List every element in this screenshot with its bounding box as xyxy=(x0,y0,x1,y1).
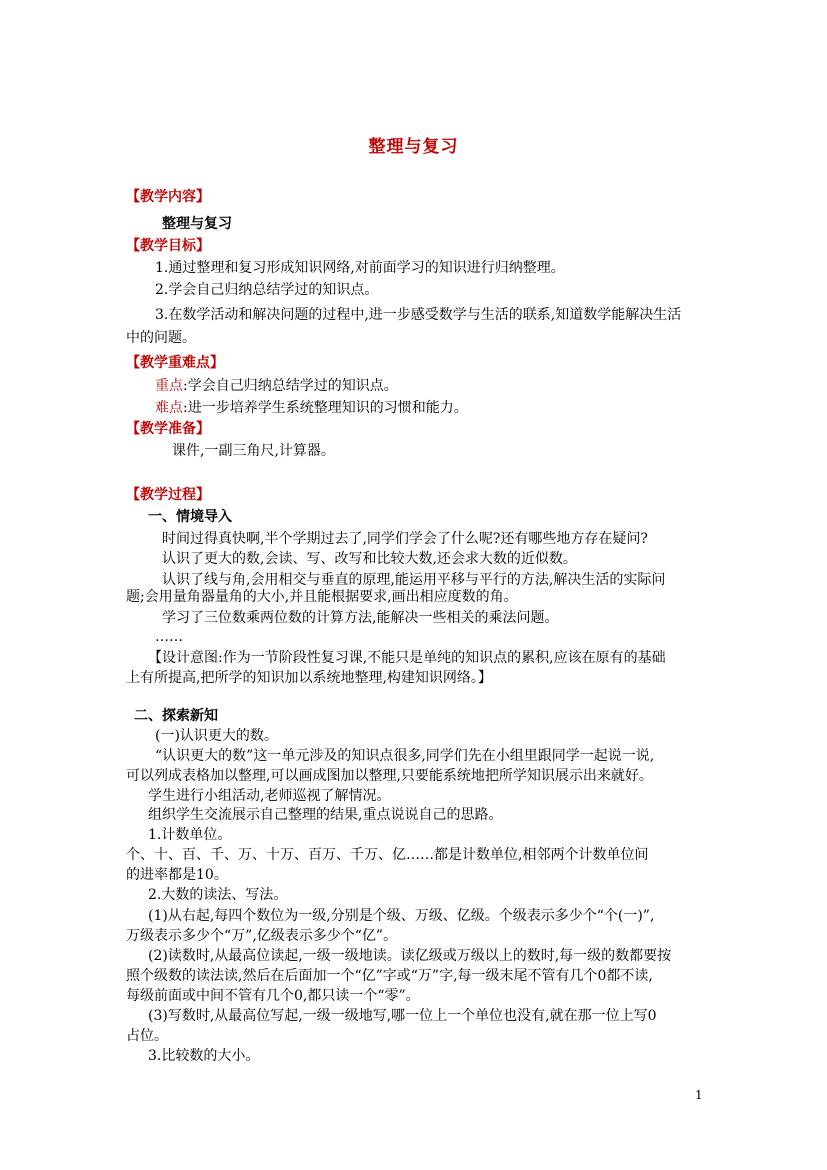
goal-line: 中的问题。 xyxy=(126,330,196,346)
design-intent-line: 上有所提高,把所学的知识加以系统地整理,构建知识网络。】 xyxy=(126,670,492,686)
part1-line: 认识了更大的数,会读、写、改写和比较大数,还会求大数的近似数。 xyxy=(162,551,577,567)
heading-key-points: 【教学重难点】 xyxy=(126,355,224,371)
part2-line: 每级前面或中间不管有几个0,都只读一个“零”。 xyxy=(126,988,420,1004)
part2-line: 可以列成表格加以整理,可以画成图加以整理,只要能系统地把所学知识展示出来就好。 xyxy=(126,768,653,784)
key-point-line xyxy=(155,377,398,395)
part1-line: 题;会用量角器量角的大小,并且能根据要求,画出相应度数的角。 xyxy=(126,589,518,605)
goal-line: 3.在数学活动和解决问题的过程中,进一步感受数学与生活的联系,知道数学能解决生活 xyxy=(155,307,682,323)
part2-line: 组织学生交流展示自己整理的结果,重点说说自己的思路。 xyxy=(148,807,503,823)
part1-line: 认识了线与角,会用相交与垂直的原理,能运用平移与平行的方法,解决生活的实际问 xyxy=(162,572,666,588)
part2-line: 照个级数的读法读,然后在后面加一个“亿”字或“万”字,每一级末尾不管有几个0都不读, xyxy=(126,968,653,984)
heading-goals: 【教学目标】 xyxy=(126,238,210,254)
part2-heading: 二、探索新知 xyxy=(134,708,218,724)
part2-line: 个、十、百、千、万、十万、百万、千万、亿……都是计数单位,相邻两个计数单位间 xyxy=(126,847,649,863)
difficulty-label: 难点 xyxy=(155,400,183,416)
part2-line: 学生进行小组活动,老师巡视了解情况。 xyxy=(148,788,391,804)
preparation-text: 课件,一副三角尺,计算器。 xyxy=(172,443,335,459)
part2-line: “认识更大的数”这一单元涉及的知识点很多,同学们先在小组里跟同学一起说一说, xyxy=(155,748,655,764)
part1-line: 时间过得真快啊,半个学期过去了,同学们学会了什么呢?还有哪些地方存在疑问? xyxy=(162,531,648,547)
part2-line: 占位。 xyxy=(126,1028,168,1044)
part2-line: (3)写数时,从最高位写起,一级一级地写,哪一位上一个单位也没有,就在那一位上写0 xyxy=(148,1008,657,1024)
heading-preparation: 【教学准备】 xyxy=(126,421,210,437)
part2-line: (一)认识更大的数。 xyxy=(155,728,278,744)
part2-line: 2.大数的读法、写法。 xyxy=(148,887,288,903)
heading-process: 【教学过程】 xyxy=(126,487,210,503)
page-number: 1 xyxy=(695,1088,703,1102)
difficulty-line xyxy=(155,399,468,417)
goal-line: 2.学会自己归纳总结学过的知识点。 xyxy=(155,282,379,298)
part2-line: 的进率都是10。 xyxy=(126,867,228,883)
part2-line: 万级表示多少个“万”,亿级表示多少个“亿”。 xyxy=(126,928,398,944)
part2-line: (2)读数时,从最高位读起,一级一级地读。读亿级或万级以上的数时,每一级的数都要按 xyxy=(148,948,672,964)
page-title: 整理与复习 xyxy=(368,137,459,157)
key-label: 重点 xyxy=(155,378,183,394)
difficulty-text: :进一步培养学生系统整理知识的习惯和能力。 xyxy=(183,400,468,416)
key-text: :学会自己归纳总结学过的知识点。 xyxy=(183,378,398,394)
design-intent-line: 【设计意图:作为一节阶段性复习课,不能只是单纯的知识点的累积,应该在原有的基础 xyxy=(148,650,666,666)
part2-line: (1)从右起,每四个数位为一级,分别是个级、万级、亿级。个级表示多少个“个(一)”, xyxy=(148,908,655,924)
part1-line: 学习了三位数乘两位数的计算方法,能解决一些相关的乘法问题。 xyxy=(162,610,559,626)
part2-line: 1.计数单位。 xyxy=(148,827,232,843)
heading-content: 【教学内容】 xyxy=(126,189,210,205)
part2-line: 3.比较数的大小。 xyxy=(148,1048,260,1064)
content-text: 整理与复习 xyxy=(162,216,232,232)
goal-line: 1.通过整理和复习形成知识网络,对前面学习的知识进行归纳整理。 xyxy=(155,260,565,276)
part1-line: …… xyxy=(155,629,183,645)
part1-heading: 一、情境导入 xyxy=(148,509,232,525)
